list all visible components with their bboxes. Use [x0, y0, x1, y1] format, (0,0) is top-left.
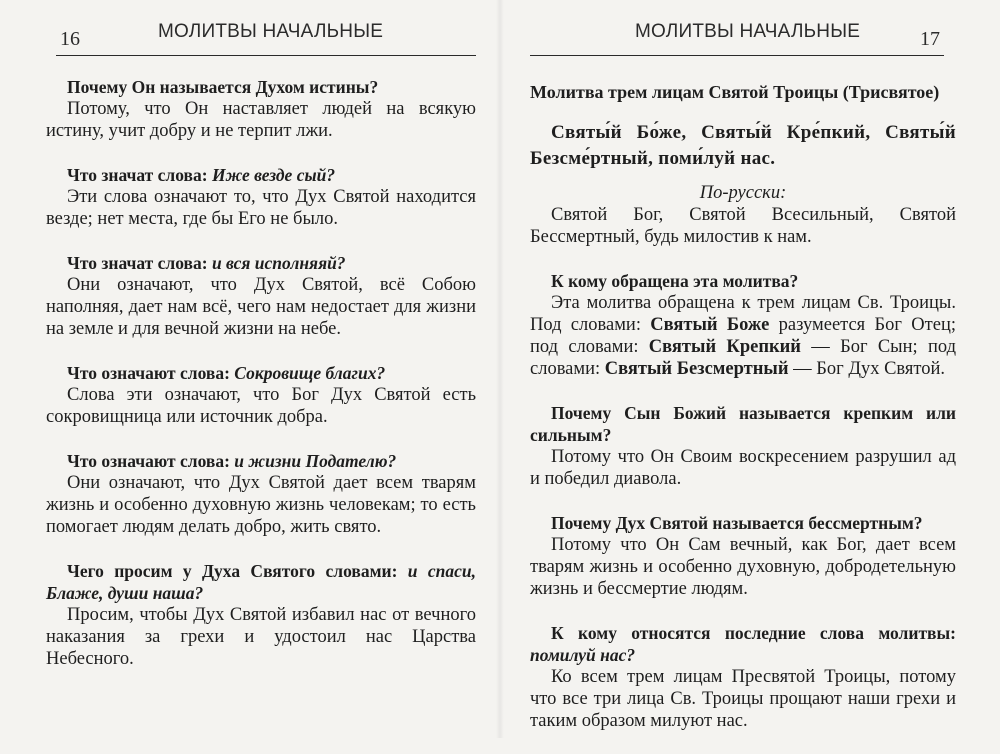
answer: Потому что Он Сам вечный, как Бог, дает всем тварям жизнь и особенно духовную, добродетельную жизнь и бессмертие людям. — [530, 535, 956, 599]
question: К кому обращена эта молитва? — [551, 271, 799, 291]
russian-translation-label: По-русски: — [699, 183, 787, 203]
left-page-number: 16 — [60, 28, 80, 50]
answer: Потому, что Он наставляет людей на всякую истину, учит добру и не терпит лжи. — [46, 99, 476, 141]
qa-block — [46, 362, 476, 428]
question: Почему Он называется Духом истины? — [67, 77, 379, 97]
answer: Эти слова означают то, что Дух Святой находится везде; нет места, где бы Его не было. — [46, 187, 476, 229]
answer: Они означают, что Дух Святой, всё Собою наполняя, дает нам всё, чего нам недостает для жизни на земле и для вечной жизни на небе. — [46, 275, 476, 339]
qa-block — [530, 622, 956, 732]
left-page — [0, 0, 500, 738]
answer: Эта молитва обращена к трем лицам Св. Троицы. Под словами: Святый Боже разумеется Бог Отец; под словами: Святый Крепкий — Бог Сын; под словами: Святый Безсмертный — Бог Дух Святой. — [530, 293, 956, 379]
right-page-header — [530, 20, 944, 56]
right-page-number: 17 — [920, 28, 940, 50]
prayer-text: Святы́й Бо́же, Святы́й Кре́пкий, Святы́й Безсме́ртный, поми́луй нас. — [530, 122, 956, 169]
question: К кому относятся последние слова молитвы: помилуй нас? — [530, 623, 956, 665]
qa-block — [530, 270, 956, 380]
question: Чего просим у Духа Святого словами: и спаси, Блаже, души наша? — [46, 561, 476, 603]
qa-block — [46, 164, 476, 230]
qa-block — [46, 76, 476, 142]
russian-translation-text: Святой Бог, Святой Всесильный, Святой Бессмертный, будь милостив к нам. — [530, 205, 956, 247]
question: Почему Дух Святой называется бессмертным? — [551, 513, 923, 533]
qa-block — [46, 450, 476, 538]
question: Что означают слова: Сокровище благих? — [67, 363, 386, 383]
answer: Просим, чтобы Дух Святой избавил нас от вечного наказания за грехи и удостоил нас Царства Небесного. — [46, 605, 476, 669]
answer: Слова эти означают, что Бог Дух Святой есть сокровищница или источник добра. — [46, 385, 476, 427]
qa-block — [530, 512, 956, 600]
right-page — [500, 0, 1000, 738]
left-header-rule — [56, 55, 476, 56]
question: Что значат слова: Иже везде сый? — [67, 165, 336, 185]
answer: Они означают, что Дух Святой дает всем тварям жизнь и особенно духовную жизнь человекам; то есть помогает людям делать добро, жить свято. — [46, 473, 476, 537]
qa-block — [46, 252, 476, 340]
answer: Ко всем трем лицам Пресвятой Троицы, потому что все три лица Св. Троицы прощают наши грехи и таким образом милуют нас. — [530, 667, 956, 731]
left-page-text — [46, 76, 476, 692]
question: Что значат слова: и вся исполняяй? — [67, 253, 346, 273]
answer: Потому что Он Своим воскресением разрушил ад и победил диавола. — [530, 447, 956, 489]
right-running-title: МОЛИТВЫ НАЧАЛЬНЫЕ — [635, 21, 861, 42]
question: Что означают слова: и жизни Подателю? — [67, 451, 397, 471]
right-page-text — [530, 76, 956, 754]
question: Почему Сын Божий называется крепким или сильным? — [530, 403, 956, 445]
qa-block — [46, 560, 476, 670]
left-running-title: МОЛИТВЫ НАЧАЛЬНЫЕ — [158, 21, 384, 42]
left-page-header — [56, 20, 476, 56]
prayer-title: Молитва трем лицам Святой Троицы (Трисвятое) — [530, 82, 940, 102]
right-header-rule — [530, 55, 944, 56]
qa-block — [530, 402, 956, 490]
